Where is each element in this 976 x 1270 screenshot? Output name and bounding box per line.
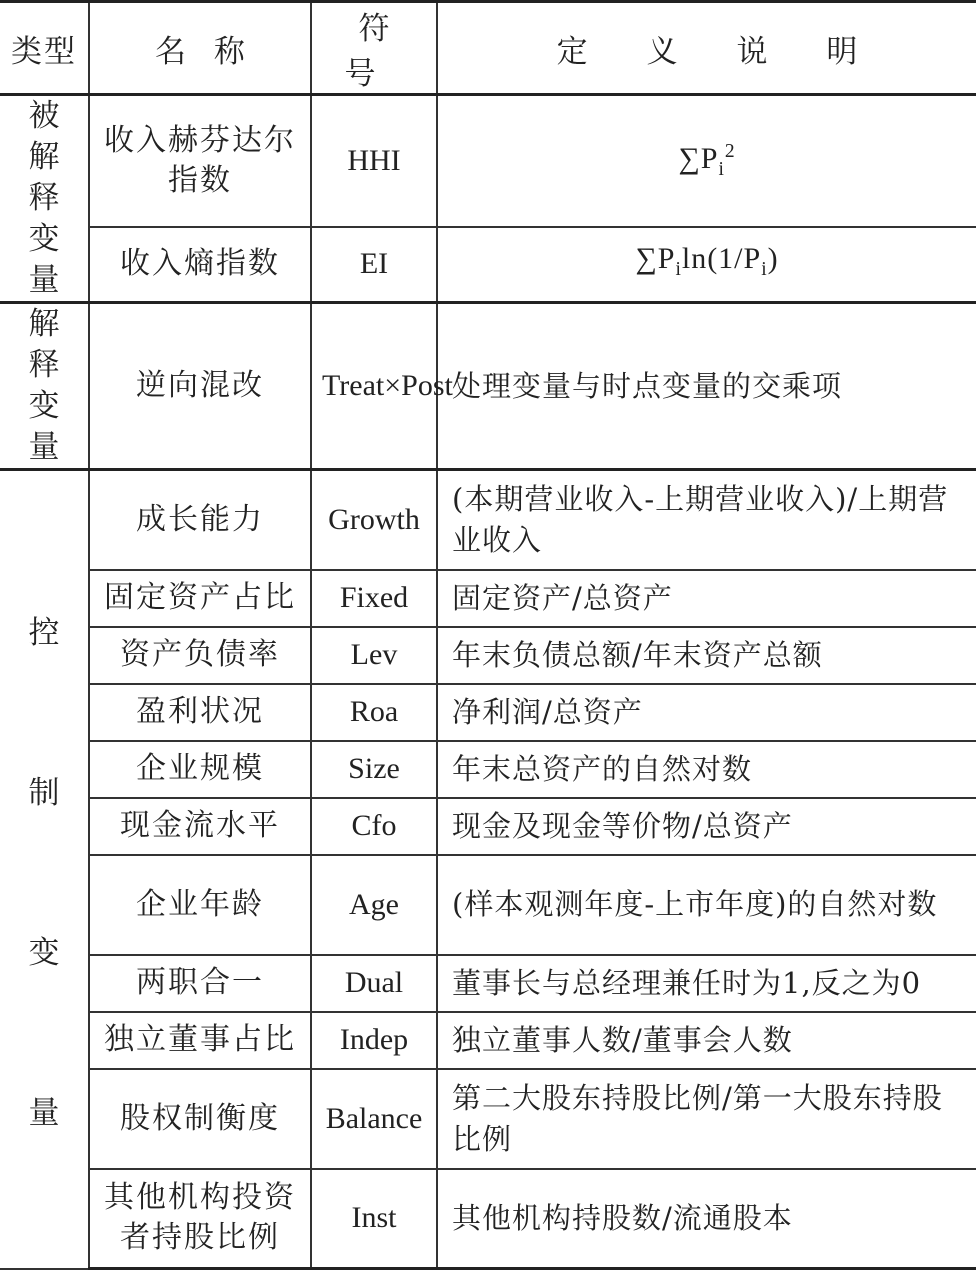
variable-name: 企业规模 — [89, 741, 311, 798]
variable-definition: 董事长与总经理兼任时为1,反之为0 — [437, 955, 976, 1012]
header-symbol: 符号 — [311, 2, 437, 95]
table-row — [0, 798, 976, 855]
variable-name: 成长能力 — [89, 470, 311, 570]
variable-name: 企业年龄 — [89, 855, 311, 955]
variable-symbol: Growth — [311, 470, 437, 570]
variable-symbol: EI — [311, 227, 437, 303]
variable-name: 收入赫芬达尔指数 — [89, 95, 311, 227]
category-dependent: 被解释变量 — [0, 95, 89, 303]
header-row — [0, 2, 976, 95]
variable-definition: 处理变量与时点变量的交乘项 — [437, 303, 976, 470]
variable-symbol: Treat×Post — [311, 303, 437, 470]
table-row — [0, 955, 976, 1012]
variable-symbol: Cfo — [311, 798, 437, 855]
table-row — [0, 741, 976, 798]
variable-definition: (本期营业收入-上期营业收入)/上期营业收入 — [437, 470, 976, 570]
variable-name: 资产负债率 — [89, 627, 311, 684]
table-row — [0, 470, 976, 570]
table-row — [0, 227, 976, 303]
variable-name: 逆向混改 — [89, 303, 311, 470]
variable-definition: 年末负债总额/年末资产总额 — [437, 627, 976, 684]
variable-name: 其他机构投资者持股比例 — [89, 1169, 311, 1269]
variable-definition: 其他机构持股数/流通股本 — [437, 1169, 976, 1269]
table-row — [0, 303, 976, 470]
variable-name: 收入熵指数 — [89, 227, 311, 303]
table-row — [0, 1012, 976, 1069]
table-row — [0, 684, 976, 741]
variable-name: 独立董事占比 — [89, 1012, 311, 1069]
variable-definition: 独立董事人数/董事会人数 — [437, 1012, 976, 1069]
variable-symbol: Indep — [311, 1012, 437, 1069]
header-definition: 定义说明 — [437, 2, 976, 95]
control-char: 控 — [28, 614, 60, 651]
variable-definition: $\sum P_i^2$ — [437, 95, 976, 227]
variable-name: 盈利状况 — [89, 684, 311, 741]
variable-definition: 现金及现金等价物/总资产 — [437, 798, 976, 855]
variable-symbol: Fixed — [311, 570, 437, 627]
variable-definition: 年末总资产的自然对数 — [437, 741, 976, 798]
category-independent: 解释变量 — [0, 303, 89, 470]
variable-symbol: Dual — [311, 955, 437, 1012]
variable-definition: 第二大股东持股比例/第一大股东持股比例 — [437, 1069, 976, 1169]
variable-symbol: Inst — [311, 1169, 437, 1269]
table-row — [0, 570, 976, 627]
control-char: 制 — [28, 774, 60, 811]
control-char: 量 — [28, 1094, 60, 1131]
variable-name: 股权制衡度 — [89, 1069, 311, 1169]
variable-name: 现金流水平 — [89, 798, 311, 855]
variable-symbol: HHI — [311, 95, 437, 227]
variable-definition: 净利润/总资产 — [437, 684, 976, 741]
table-row — [0, 1069, 976, 1169]
header-name: 名称 — [89, 2, 311, 95]
control-char: 变 — [28, 934, 60, 971]
variable-definition: (样本观测年度-上市年度)的自然对数 — [437, 855, 976, 955]
variable-symbol: Lev — [311, 627, 437, 684]
variable-name: 固定资产占比 — [89, 570, 311, 627]
table-row — [0, 95, 976, 227]
variable-name: 两职合一 — [89, 955, 311, 1012]
variable-definition: $\sum P_i\ln(1/P_i)$ — [437, 227, 976, 303]
table-row — [0, 855, 976, 955]
header-type: 类型 — [0, 2, 89, 95]
table-row — [0, 627, 976, 684]
variable-symbol: Roa — [311, 684, 437, 741]
variable-symbol: Age — [311, 855, 437, 955]
variable-symbol: Size — [311, 741, 437, 798]
variable-symbol: Balance — [311, 1069, 437, 1169]
variable-definition: 固定资产/总资产 — [437, 570, 976, 627]
table-row — [0, 1169, 976, 1269]
category-control — [0, 470, 89, 1269]
